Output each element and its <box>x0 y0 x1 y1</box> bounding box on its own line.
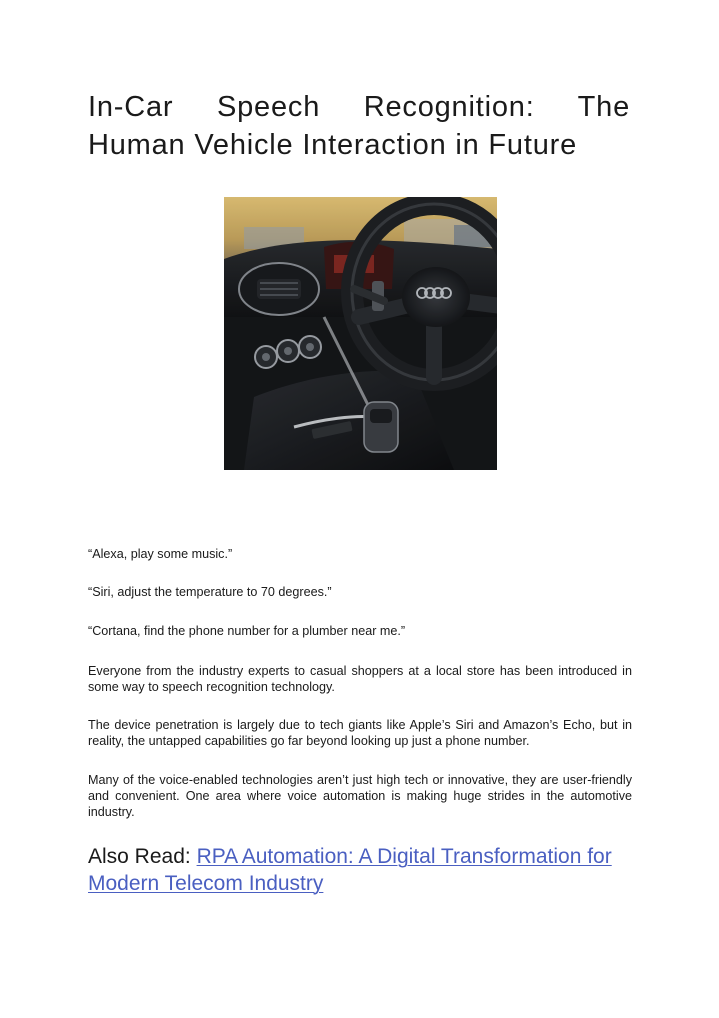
paragraph-voice-technologies: Many of the voice-enabled technologies aren’t just high tech or innovative, they are user-friendly and convenient. One area where voice automation is making huge strides in the automotive industry. <box>88 773 632 819</box>
also-read-label: Also Read: <box>88 845 197 868</box>
also-read-link[interactable]: RPA Automation: A Digital Transformation for Modern Telecom Industry <box>88 845 612 895</box>
quote-siri: “Siri, adjust the temperature to 70 degrees.” <box>88 585 332 599</box>
car-interior-image <box>224 197 497 470</box>
paragraph-intro: Everyone from the industry experts to casual shoppers at a local store has been introduced in some way to speech recognition technology. <box>88 664 632 694</box>
article-title: In-Car Speech Recognition: The Human Vehicle Interaction in Future <box>88 91 630 161</box>
also-read <box>88 843 648 897</box>
paragraph-device-penetration: The device penetration is largely due to tech giants like Apple’s Siri and Amazon’s Echo, but in reality, the untapped capabilities go far beyond looking up just a phone number. <box>88 718 632 748</box>
quote-cortana: “Cortana, find the phone number for a plumber near me.” <box>88 624 406 638</box>
quote-alexa: “Alexa, play some music.” <box>88 547 233 561</box>
